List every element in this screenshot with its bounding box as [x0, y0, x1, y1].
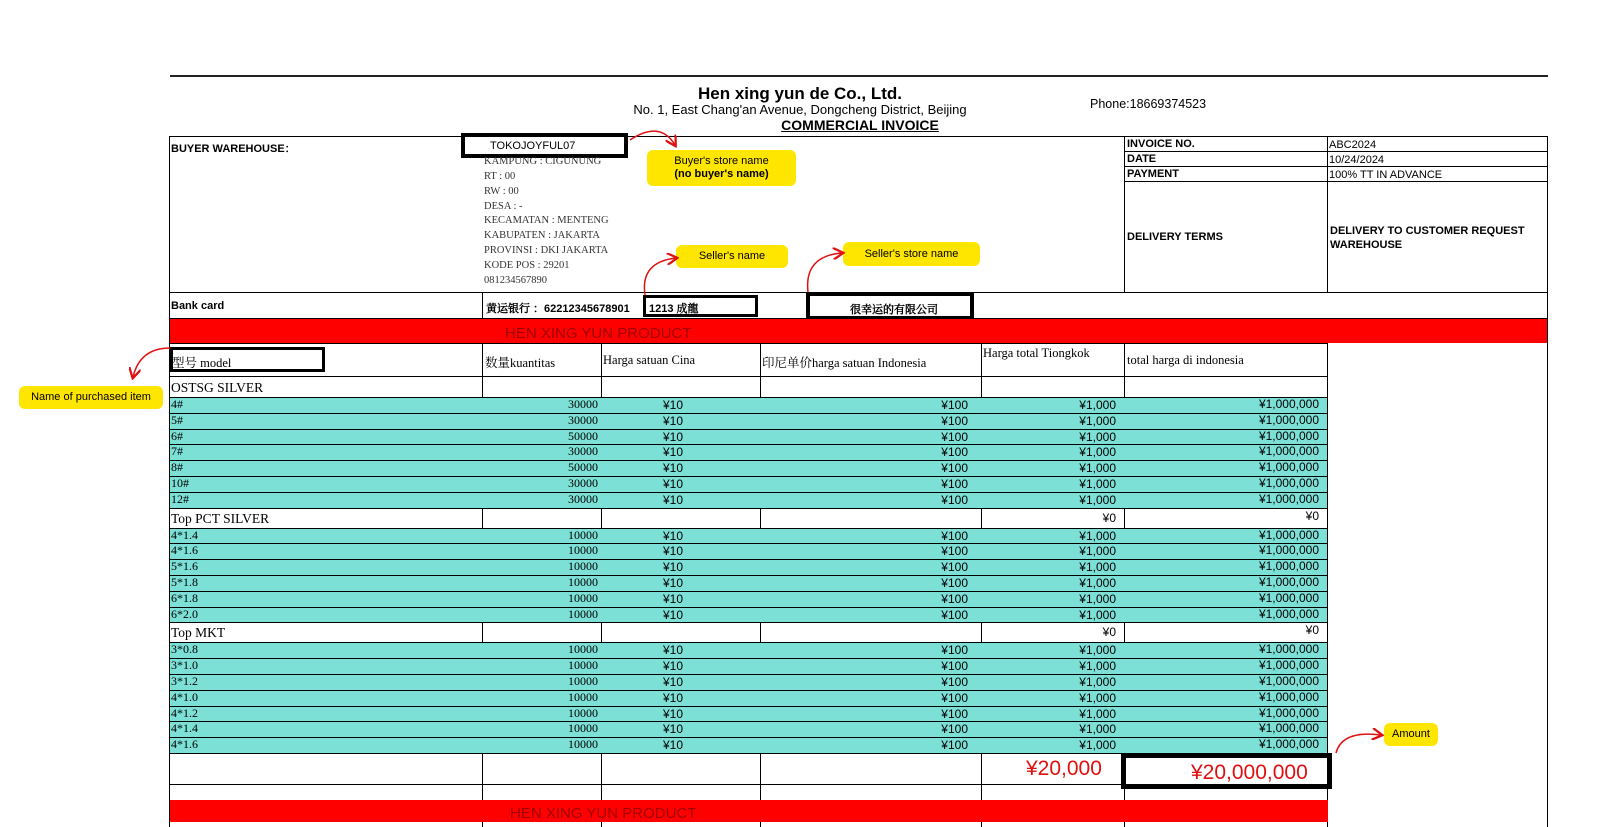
row-total-cn: ¥1,000: [1079, 738, 1116, 753]
bank-account: 黄运银行 ：62212345678901: [486, 303, 630, 315]
invoice-no-value: ABC2024: [1329, 139, 1377, 151]
address-line: KABUPATEN : JAKARTA: [484, 230, 600, 241]
row-qty: 10000: [568, 642, 598, 657]
row-total-id: ¥1,000,000: [1258, 658, 1319, 673]
buyer-warehouse-label: BUYER WAREHOUSE：: [171, 143, 296, 155]
row-total-id: ¥1,000,000: [1258, 642, 1319, 657]
row-total-id: ¥1,000,000: [1258, 543, 1319, 558]
row-qty: 10000: [568, 543, 598, 558]
payment-value: 100% TT IN ADVANCE: [1329, 169, 1443, 181]
group-total-cn: ¥0: [1102, 510, 1116, 525]
row-total-id: ¥1,000,000: [1258, 559, 1319, 574]
row-total-id: ¥1,000,000: [1258, 444, 1319, 459]
row-total-cn: ¥1,000: [1079, 528, 1116, 543]
row-model: 5*1.8: [171, 575, 198, 589]
row-total-cn: ¥1,000: [1079, 492, 1116, 507]
row-price-id: ¥100: [941, 560, 968, 575]
row-qty: 10000: [568, 674, 598, 688]
row-qty: 10000: [568, 658, 598, 673]
row-total-cn: ¥1,000: [1079, 675, 1116, 689]
row-qty: 10000: [568, 721, 598, 736]
row-model: 4*1.6: [171, 737, 198, 752]
address-line: KODE POS : 29201: [484, 260, 570, 271]
row-total-cn: ¥1,000: [1079, 706, 1116, 721]
address-line: RW : 00: [484, 186, 519, 197]
note-amount: Amount: [1384, 723, 1438, 746]
row-qty: 30000: [568, 444, 598, 459]
row-price-id: ¥100: [941, 398, 968, 412]
row-price-cn: ¥10: [663, 461, 684, 476]
phone-line: 081234567890: [484, 275, 547, 286]
row-total-id: ¥1,000,000: [1258, 476, 1319, 490]
date-value: 10/24/2024: [1329, 154, 1385, 166]
row-total-cn: ¥1,000: [1079, 690, 1116, 705]
row-price-cn: ¥10: [663, 690, 684, 705]
group-name: Top PCT SILVER: [171, 510, 270, 526]
note-buyer-store-line1: Buyer's store name: [674, 155, 769, 167]
buyer-store-name: TOKOJOYFUL07: [490, 140, 576, 152]
row-model: 3*0.8: [171, 642, 198, 657]
group-total-id: ¥0: [1305, 623, 1319, 638]
date-label: DATE: [1127, 153, 1157, 165]
col-price-id: 印尼单价harga satuan Indonesia: [762, 356, 927, 370]
row-price-cn: ¥10: [663, 398, 684, 412]
row-price-id: ¥100: [941, 659, 968, 674]
row-total-id: ¥1,000,000: [1258, 689, 1319, 704]
row-price-id: ¥100: [941, 477, 968, 491]
company-address: No. 1, East Chang'an Avenue, Dongcheng District, Beijing: [633, 102, 967, 117]
row-model: 4*1.6: [171, 543, 198, 558]
row-price-cn: ¥10: [663, 477, 684, 491]
note-item-name: Name of purchased item: [19, 386, 163, 409]
row-total-cn: ¥1,000: [1079, 560, 1116, 575]
row-total-id: ¥1,000,000: [1258, 575, 1319, 589]
row-qty: 10000: [568, 606, 598, 621]
row-price-cn: ¥10: [663, 429, 684, 444]
row-price-cn: ¥10: [663, 576, 684, 590]
row-price-id: ¥100: [941, 445, 968, 460]
seller-store-name: 很幸运的有限公司: [850, 304, 938, 316]
invoice-no-label: INVOICE NO.: [1127, 138, 1195, 150]
row-price-cn: ¥10: [663, 560, 684, 575]
row-price-id: ¥100: [941, 429, 968, 444]
row-qty: 10000: [568, 527, 598, 542]
row-model: 6*2.0: [171, 606, 198, 621]
product-banner-bottom-text: HEN XING YUN PRODUCT: [510, 805, 697, 822]
row-model: 6#: [171, 428, 183, 443]
row-price-id: ¥100: [941, 528, 968, 543]
row-qty: 10000: [568, 737, 598, 752]
col-total-id: total harga di indonesia: [1127, 353, 1244, 367]
row-model: 6*1.8: [171, 590, 198, 605]
address-line: RT : 00: [484, 171, 516, 182]
row-price-id: ¥100: [941, 706, 968, 721]
row-model: 4#: [171, 397, 183, 411]
row-qty: 10000: [568, 575, 598, 589]
col-price-cn: Harga satuan Cina: [603, 353, 696, 367]
row-price-id: ¥100: [941, 591, 968, 606]
row-price-cn: ¥10: [663, 675, 684, 689]
row-qty: 10000: [568, 559, 598, 574]
row-qty: 30000: [568, 491, 598, 506]
row-total-id: ¥1,000,000: [1258, 428, 1319, 443]
delivery-terms-label: DELIVERY TERMS: [1127, 231, 1223, 243]
document-title: COMMERCIAL INVOICE: [781, 117, 939, 133]
row-price-id: ¥100: [941, 461, 968, 476]
row-total-cn: ¥1,000: [1079, 591, 1116, 606]
row-qty: 10000: [568, 590, 598, 605]
row-price-id: ¥100: [941, 492, 968, 507]
row-price-id: ¥100: [941, 722, 968, 737]
row-model: 5#: [171, 412, 183, 427]
row-total-id: ¥1,000,000: [1258, 527, 1319, 542]
row-price-id: ¥100: [941, 643, 968, 658]
row-total-id: ¥1,000,000: [1258, 412, 1319, 427]
col-qty: 数量kuantitas: [485, 356, 556, 370]
row-total-id: ¥1,000,000: [1258, 590, 1319, 605]
row-price-cn: ¥10: [663, 544, 684, 559]
row-total-id: ¥1,000,000: [1258, 460, 1319, 475]
row-qty: 10000: [568, 705, 598, 720]
row-qty: 30000: [568, 476, 598, 490]
product-banner-text: HEN XING YUN PRODUCT: [505, 325, 692, 342]
row-price-cn: ¥10: [663, 706, 684, 721]
row-model: 4*1.4: [171, 527, 198, 542]
group-total-id: ¥0: [1305, 508, 1319, 523]
row-model: 3*1.2: [171, 674, 198, 688]
seller-name: 1213 成龍: [649, 303, 699, 315]
row-total-id: ¥1,000,000: [1258, 397, 1319, 411]
row-total-cn: ¥1,000: [1079, 643, 1116, 658]
bank-card-label: Bank card: [171, 300, 225, 312]
total-id: ¥20,000,000: [1191, 761, 1308, 784]
address-line: DESA : -: [484, 201, 523, 212]
row-total-cn: ¥1,000: [1079, 477, 1116, 491]
row-price-id: ¥100: [941, 675, 968, 689]
row-total-id: ¥1,000,000: [1258, 721, 1319, 736]
group-name: Top MKT: [171, 625, 226, 641]
row-total-cn: ¥1,000: [1079, 722, 1116, 737]
note-buyer-store-line2: (no buyer's name): [674, 168, 769, 180]
note-seller-store: Seller's store name: [843, 242, 980, 266]
row-price-id: ¥100: [941, 738, 968, 753]
row-price-cn: ¥10: [663, 659, 684, 674]
row-qty: 50000: [568, 460, 598, 475]
row-qty: 30000: [568, 412, 598, 427]
row-price-id: ¥100: [941, 413, 968, 428]
row-model: 8#: [171, 460, 183, 475]
row-total-cn: ¥1,000: [1079, 659, 1116, 674]
row-total-cn: ¥1,000: [1079, 576, 1116, 590]
company-name: Hen xing yun de Co., Ltd.: [698, 84, 902, 103]
row-model: 4*1.2: [171, 705, 198, 720]
row-price-cn: ¥10: [663, 413, 684, 428]
row-total-id: ¥1,000,000: [1258, 705, 1319, 720]
row-total-cn: ¥1,000: [1079, 445, 1116, 460]
row-price-id: ¥100: [941, 576, 968, 590]
row-price-cn: ¥10: [663, 591, 684, 606]
row-price-id: ¥100: [941, 544, 968, 559]
row-model: 4*1.4: [171, 721, 198, 736]
row-model: 12#: [171, 491, 189, 506]
row-price-cn: ¥10: [663, 738, 684, 753]
row-total-id: ¥1,000,000: [1258, 491, 1319, 506]
address-line: KAMPUNG : CIGUNUNG: [484, 156, 602, 167]
row-model: 4*1.0: [171, 689, 198, 704]
row-price-id: ¥100: [941, 690, 968, 705]
row-total-cn: ¥1,000: [1079, 607, 1116, 622]
group-name: OSTSG SILVER: [171, 380, 264, 395]
row-model: 7#: [171, 444, 183, 459]
row-model: 5*1.6: [171, 559, 198, 574]
row-qty: 10000: [568, 689, 598, 704]
row-total-cn: ¥1,000: [1079, 429, 1116, 444]
row-total-cn: ¥1,000: [1079, 461, 1116, 476]
payment-label: PAYMENT: [1127, 168, 1179, 180]
row-price-cn: ¥10: [663, 607, 684, 622]
delivery-terms-value: DELIVERY TO CUSTOMER REQUEST WAREHOUSE: [1330, 225, 1525, 251]
col-model: 型号 model: [172, 356, 232, 370]
phone-number: Phone:18669374523: [1090, 97, 1207, 111]
row-total-cn: ¥1,000: [1079, 398, 1116, 412]
row-total-cn: ¥1,000: [1079, 413, 1116, 428]
note-seller-name: Seller's name: [676, 245, 788, 268]
total-cn: ¥20,000: [1026, 757, 1102, 780]
row-price-cn: ¥10: [663, 643, 684, 658]
row-price-cn: ¥10: [663, 528, 684, 543]
row-model: 10#: [171, 476, 189, 490]
row-price-cn: ¥10: [663, 445, 684, 460]
address-line: PROVINSI : DKI JAKARTA: [484, 245, 609, 256]
address-line: KECAMATAN : MENTENG: [484, 215, 609, 226]
row-total-id: ¥1,000,000: [1258, 737, 1319, 752]
row-qty: 30000: [568, 397, 598, 411]
col-total-cn: Harga total Tiongkok: [983, 346, 1090, 360]
row-model: 3*1.0: [171, 658, 198, 673]
row-price-cn: ¥10: [663, 492, 684, 507]
row-total-cn: ¥1,000: [1079, 544, 1116, 559]
row-total-id: ¥1,000,000: [1258, 606, 1319, 621]
row-total-id: ¥1,000,000: [1258, 674, 1319, 688]
row-price-cn: ¥10: [663, 722, 684, 737]
row-price-id: ¥100: [941, 607, 968, 622]
row-qty: 50000: [568, 428, 598, 443]
group-total-cn: ¥0: [1102, 625, 1116, 640]
